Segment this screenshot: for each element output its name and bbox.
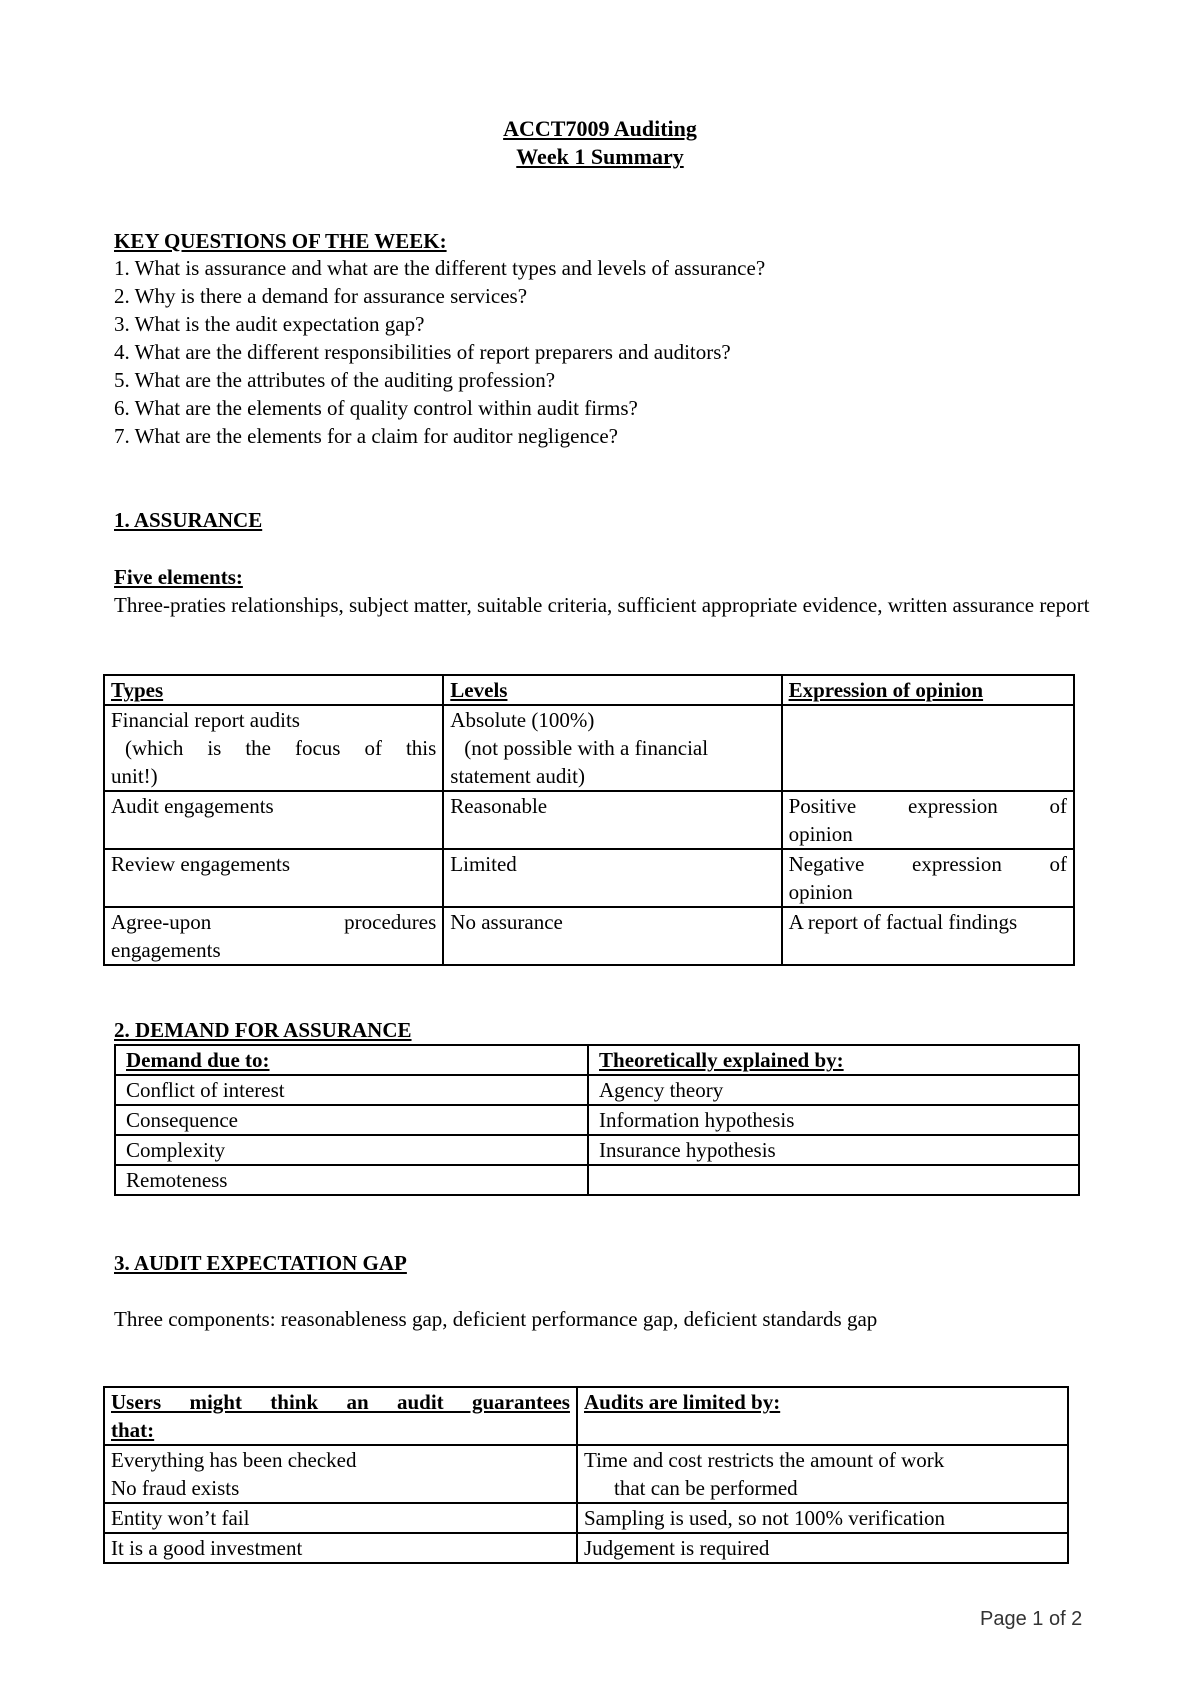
table-cell: Entity won’t fail — [104, 1503, 577, 1533]
cell-line: that: — [111, 1418, 155, 1442]
key-questions-list — [114, 254, 765, 450]
table-cell — [577, 1445, 1068, 1503]
table-cell — [104, 705, 443, 791]
table-row — [104, 1445, 1068, 1503]
table-cell: Complexity — [115, 1135, 588, 1165]
table-cell: Conflict of interest — [115, 1075, 588, 1105]
table-cell: Judgement is required — [577, 1533, 1068, 1563]
column-header: Types — [104, 675, 443, 705]
cell-line: No fraud exists — [111, 1476, 240, 1500]
cell-line: unit!) — [111, 764, 158, 788]
table-cell — [782, 849, 1074, 907]
cell-line: engagements — [111, 938, 221, 962]
table-row — [104, 705, 1074, 791]
table-cell: Limited — [443, 849, 781, 907]
cell-line: Absolute (100%) — [450, 708, 595, 732]
list-item: 7. What are the elements for a claim for auditor negligence? — [114, 424, 618, 448]
list-item: 3. What is the audit expectation gap? — [114, 312, 425, 336]
table-row — [104, 907, 1074, 965]
assurance-heading: 1. ASSURANCE — [114, 508, 263, 532]
gap-heading: 3. AUDIT EXPECTATION GAP — [114, 1251, 407, 1275]
table-cell: No assurance — [443, 907, 781, 965]
cell-line: opinion — [788, 822, 853, 846]
table-row — [104, 849, 1074, 907]
key-questions-heading: KEY QUESTIONS OF THE WEEK: — [114, 229, 447, 253]
table-cell: Remoteness — [115, 1165, 588, 1195]
cell-line: Negative expression of — [788, 852, 1067, 876]
five-elements-heading: Five elements: — [114, 565, 243, 589]
table-row — [104, 1503, 1068, 1533]
list-item: 4. What are the different responsibilities of report preparers and auditors? — [114, 340, 731, 364]
table-cell: It is a good investment — [104, 1533, 577, 1563]
document-subtitle: Week 1 Summary — [516, 144, 684, 169]
table-cell — [104, 1445, 577, 1503]
table-row — [115, 1165, 1079, 1195]
table-cell: Insurance hypothesis — [588, 1135, 1079, 1165]
assurance-types-table — [103, 674, 1075, 966]
list-item: 2. Why is there a demand for assurance services? — [114, 284, 528, 308]
table-row — [104, 791, 1074, 849]
column-header: Theoretically explained by: — [588, 1045, 1079, 1075]
table-header-row — [104, 675, 1074, 705]
cell-line: Time and cost restricts the amount of work — [583, 1448, 945, 1472]
cell-line: (not possible with a financial — [464, 736, 709, 760]
page-number: Page 1 of 2 — [980, 1608, 1083, 1630]
cell-line: that can be performed — [613, 1476, 798, 1500]
five-elements-text: Three-praties relationships, subject matter, suitable criteria, sufficient appropriate evidence, written assurance report — [114, 593, 1090, 617]
demand-heading: 2. DEMAND FOR ASSURANCE — [114, 1018, 412, 1042]
demand-table — [114, 1044, 1080, 1196]
table-header-row — [115, 1045, 1079, 1075]
document-title: ACCT7009 Auditing — [503, 116, 697, 141]
cell-line: Everything has been checked — [111, 1448, 357, 1472]
table-row — [115, 1075, 1079, 1105]
table-row — [115, 1135, 1079, 1165]
table-cell — [588, 1165, 1079, 1195]
column-header — [104, 1387, 577, 1445]
list-item: 6. What are the elements of quality control within audit firms? — [114, 396, 638, 420]
list-item: 5. What are the attributes of the auditing profession? — [114, 368, 556, 392]
table-cell: Agency theory — [588, 1075, 1079, 1105]
column-header: Expression of opinion — [782, 675, 1074, 705]
table-cell: A report of factual findings — [782, 907, 1074, 965]
cell-line: opinion — [788, 880, 853, 904]
table-row — [115, 1105, 1079, 1135]
cell-line: Users might think an audit guarantees — [111, 1390, 570, 1414]
table-cell — [443, 705, 781, 791]
table-cell: Audit engagements — [104, 791, 443, 849]
table-cell — [104, 907, 443, 965]
column-header: Demand due to: — [115, 1045, 588, 1075]
table-cell: Sampling is used, so not 100% verification — [577, 1503, 1068, 1533]
table-row — [104, 1533, 1068, 1563]
column-header: Audits are limited by: — [577, 1387, 1068, 1445]
list-item: 1. What is assurance and what are the different types and levels of assurance? — [114, 256, 766, 280]
table-cell — [782, 791, 1074, 849]
table-cell: Information hypothesis — [588, 1105, 1079, 1135]
table-cell: Review engagements — [104, 849, 443, 907]
table-cell: Consequence — [115, 1105, 588, 1135]
table-cell — [782, 705, 1074, 791]
table-cell: Reasonable — [443, 791, 781, 849]
cell-line: Financial report audits — [111, 708, 300, 732]
cell-line: (which is the focus of this — [125, 736, 437, 760]
table-header-row — [104, 1387, 1068, 1445]
cell-line: statement audit) — [450, 764, 586, 788]
cell-line: Positive expression of — [788, 794, 1067, 818]
expectation-gap-table — [103, 1386, 1069, 1564]
cell-line: Agree-upon procedures — [111, 910, 437, 934]
gap-components-text: Three components: reasonableness gap, deficient performance gap, deficient standards gap — [114, 1307, 878, 1331]
column-header: Levels — [443, 675, 781, 705]
